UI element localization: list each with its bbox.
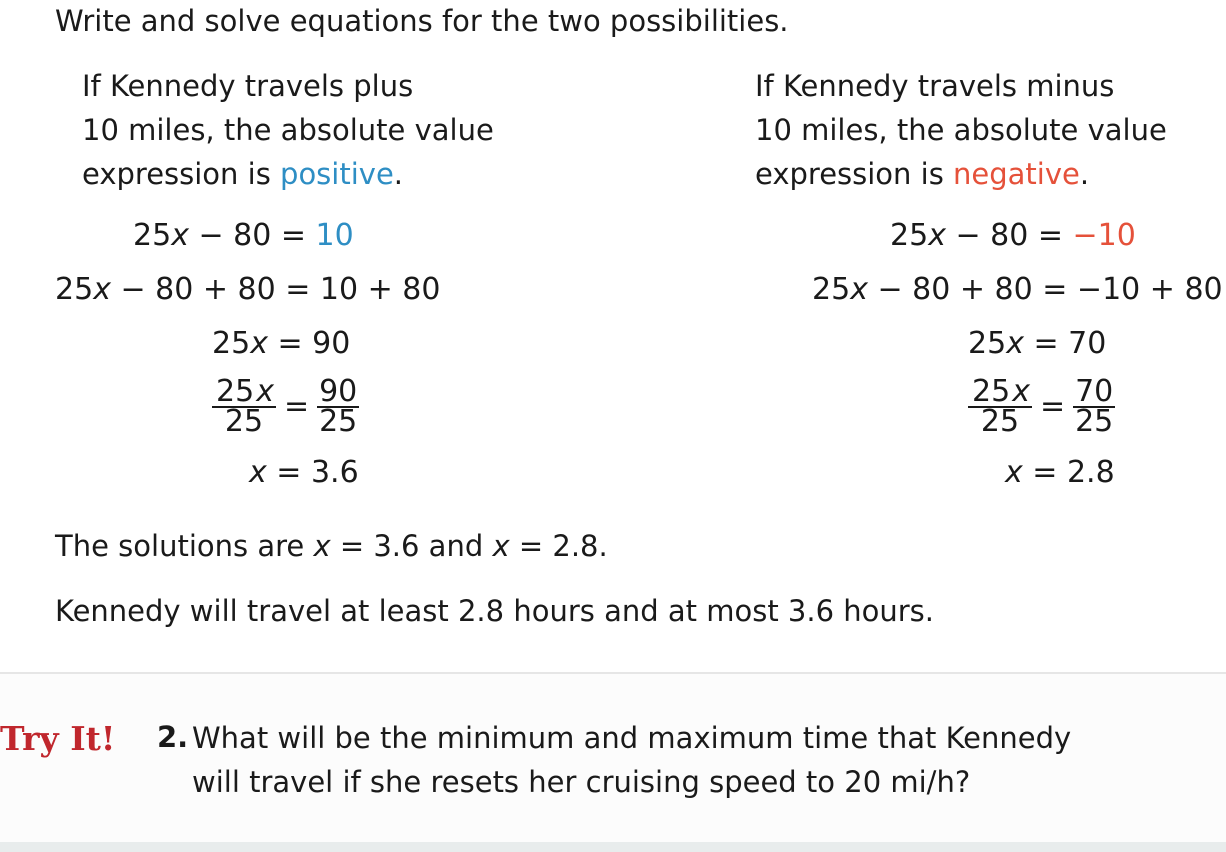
left-fraction-lhs: $\frac{25x}{25}$ [212, 378, 276, 436]
try-it-question [192, 716, 1071, 804]
try-it-question-line-2: will travel if she resets her cruising speed to 20 mi/h? [192, 765, 971, 799]
right-case-line-2: 10 miles, the absolute value [755, 113, 1167, 147]
right-fraction-rhs: $\frac{70}{25}$ [1075, 374, 1114, 439]
conclusion-text: Kennedy will travel at least 2.8 hours and at most 3.6 hours. [55, 594, 934, 628]
right-case-line-1: If Kennedy travels minus [755, 69, 1115, 103]
left-case-line-3: expression is positive. [82, 157, 403, 191]
right-equation-2: 25x − 80 + 80 = −10 + 80 [812, 272, 1223, 307]
try-it-question-line-1: What will be the minimum and maximum time that Kennedy [192, 721, 1072, 755]
negative-word: negative [953, 157, 1080, 191]
left-solution: x = 3.6 [249, 455, 359, 490]
left-case-line-2: 10 miles, the absolute value [82, 113, 494, 147]
right-case-description [755, 64, 1167, 196]
right-case-line-3: expression is negative. [755, 157, 1090, 191]
left-case-line-1: If Kennedy travels plus [82, 69, 414, 103]
left-equation-3: 25x = 90 [212, 326, 351, 361]
positive-word: positive [280, 157, 394, 191]
intro-text: Write and solve equations for the two possibilities. [55, 4, 789, 38]
bottom-divider [0, 842, 1226, 852]
left-case-description [82, 64, 494, 196]
left-fraction-rhs: $\frac{90}{25}$ [319, 374, 358, 439]
question-number: 2. [157, 720, 189, 754]
right-fraction-equation: $\frac{25x}{25}$ = $\frac{70}{25}$ [968, 378, 1115, 436]
solutions-statement: The solutions are x = 3.6 and x = 2.8. [55, 529, 608, 563]
right-equation-3: 25x = 70 [968, 326, 1107, 361]
right-solution: x = 2.8 [1005, 455, 1115, 490]
right-equation-1: 25x − 80 = −10 [890, 218, 1136, 253]
left-fraction-equation: $\frac{25x}{25}$ = $\frac{90}{25}$ [212, 378, 359, 436]
left-equation-2: 25x − 80 + 80 = 10 + 80 [55, 272, 441, 307]
try-it-label: Try It! [0, 719, 116, 758]
left-equation-1: 25x − 80 = 10 [133, 218, 354, 253]
right-fraction-lhs: $\frac{25x}{25}$ [968, 378, 1032, 436]
